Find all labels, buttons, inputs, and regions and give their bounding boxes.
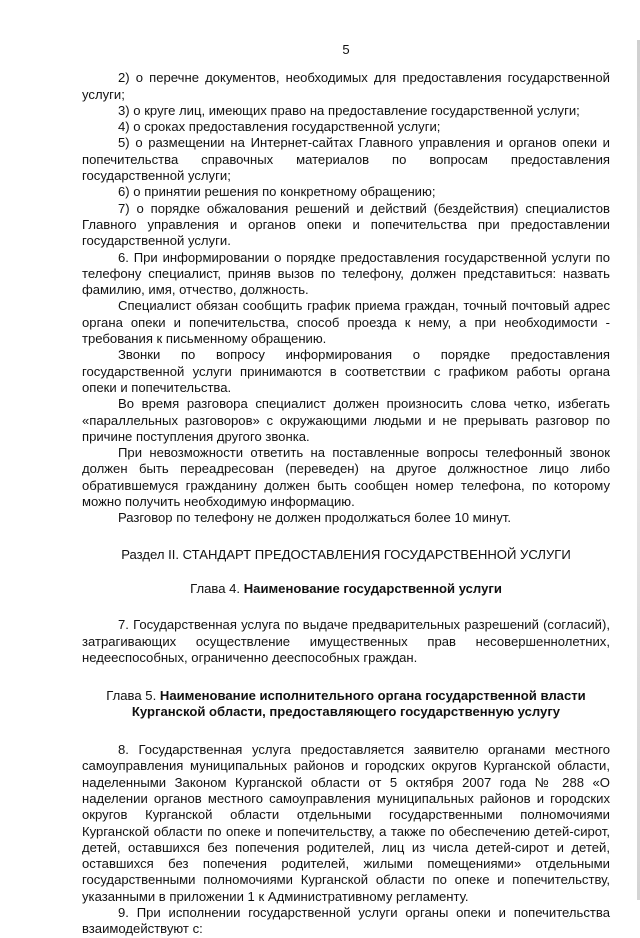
paragraph: При невозможности ответить на поставленные вопросы телефонный звонок должен быть переадресован (переведен) на другое должностное лицо либо обратившемуся гражданину должен быть сообщен номер телефона, по которому можно получить необходимую информацию. — [82, 445, 610, 510]
chapter-prefix: Глава 5. — [106, 688, 160, 704]
paragraph-8: 8. Государственная услуга предоставляется заявителю органами местного самоуправления муниципальных районов и городских округов Курганской области, наделенными Законом Курганской области от 5 октября 2007 года № 288 «О наделении органов местного самоуправления муниципальных районов и городских округов Курганской области отдельными государственными полномочиями Курганской области по опеке и попечительству, а также по обеспечению детей-сирот, детей, оставшихся без попечения родителей, лиц из числа детей-сирот и детей, оставшихся без попечения родителей, жилыми помещениями» отдельными государственными полномочиями Курганской области по опеке и попечительству, указанными в приложении 1 к Административному регламенту. — [82, 742, 610, 904]
paragraph: 2) о перечне документов, необходимых для предоставления государственной услуги; — [82, 70, 610, 102]
paragraph-7: 7. Государственная услуга по выдаче предварительных разрешений (согласий), затрагивающих осуществление имущественных прав несовершеннолетних, недееспособных, ограниченно дееспособных граждан. — [82, 617, 610, 665]
chapter-title: Наименование государственной услуги — [243, 580, 502, 596]
paragraph: 6) о принятии решения по конкретному обращению; — [118, 184, 436, 200]
paragraph: 5) о размещении на Интернет-сайтах Главного управления и органов опеки и попечительства справочных материалов по вопросам предоставления государственной услуги; — [82, 135, 610, 184]
section-heading: Раздел II. СТАНДАРТ ПРЕДОСТАВЛЕНИЯ ГОСУДАРСТВЕННОЙ УСЛУГИ — [121, 546, 571, 562]
paragraph-9: 9. При исполнении государственной услуги органы опеки и попечительства взаимодействуют с: — [82, 905, 610, 937]
paragraph: 3) о круге лиц, имеющих право на предоставление государственной услуги; — [118, 102, 580, 118]
chapter-prefix: Глава 4. — [190, 580, 244, 596]
info-list — [82, 70, 610, 526]
chapter-5-heading — [82, 688, 610, 720]
chapter-4-heading — [82, 581, 610, 597]
chapter-title-line-1: Наименование исполнительного органа государственной власти — [159, 688, 586, 704]
paragraph: 7) о порядке обжалования решений и действий (бездействия) специалистов Главного управления и органов опеки и попечительства при предоставлении государственной услуги. — [82, 200, 610, 249]
paragraph: Специалист обязан сообщить график приема граждан, точный почтовый адрес органа опеки и попечительства, способ проезда к нему, а при необходимости - требования к письменному обращению. — [82, 298, 610, 347]
paragraph: Разговор по телефону не должен продолжаться более 10 минут. — [118, 510, 511, 526]
chapter-title-line-2: Курганской области, предоставляющего государственную услугу — [131, 704, 561, 720]
page-number: 5 — [342, 42, 350, 57]
paragraph: Звонки по вопросу информирования о порядке предоставления государственной услуги принимаются в соответствии с графиком работы органа опеки и попечительства. — [82, 347, 610, 395]
paragraph: 6. При информировании о порядке предоставления государственной услуги по телефону специалист, приняв вызов по телефону, должен представиться: назвать фамилию, имя, отчество, должность. — [82, 249, 610, 298]
paragraph: 4) о сроках предоставления государственной услуги; — [118, 119, 441, 135]
paragraph: Во время разговора специалист должен произносить слова четко, избегать «параллельных разговоров» с окружающими людьми и не прерывать разговор по причине поступления другого звонка. — [82, 396, 610, 444]
